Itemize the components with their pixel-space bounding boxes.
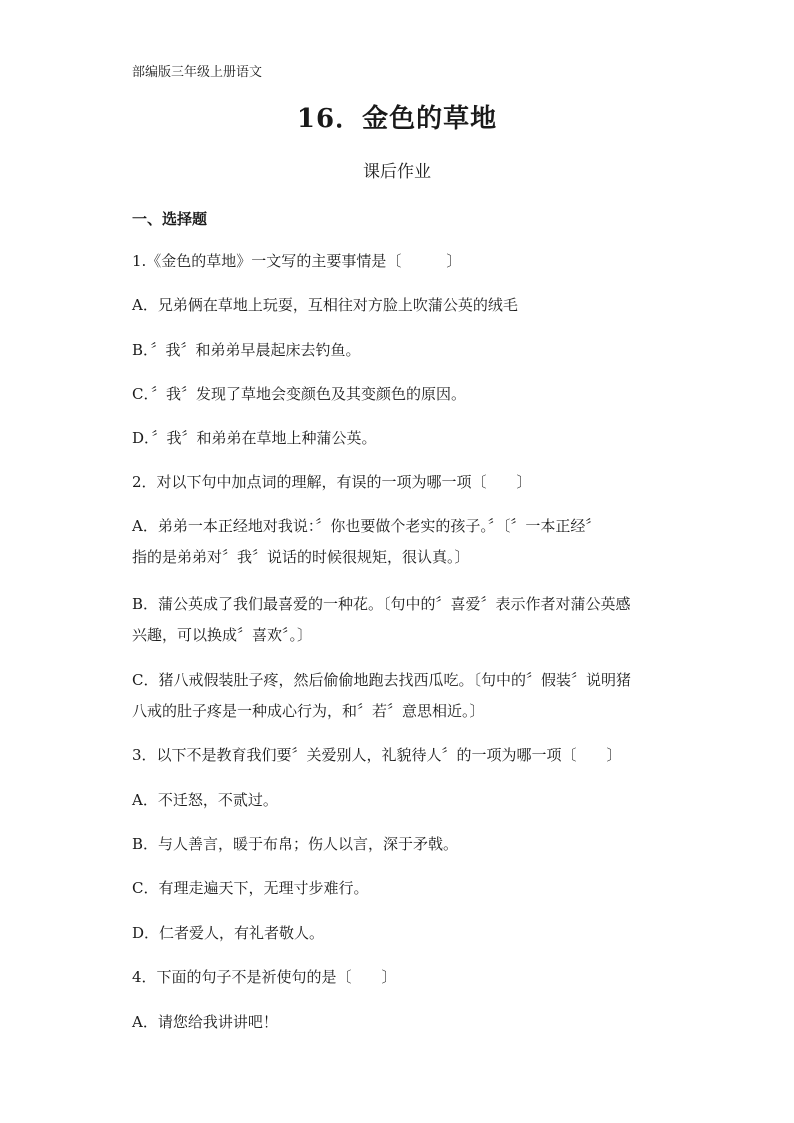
question-1-option-d: D．〞我〞和弟弟在草地上种蒲公英。	[132, 429, 377, 447]
question-3-stem: 3．以下不是教育我们要〞关爱别人，礼貌待人〞的一项为哪一项〔 〕	[132, 746, 622, 764]
question-2-option-a: A．弟弟一本正经地对我说：〞你也要做个老实的孩子。〞〔〞一本正经〞	[132, 517, 601, 535]
question-3-option-b: B．与人善言，暖于布帛；伤人以言，深于矛戟。	[132, 835, 459, 853]
question-2-option-c-cont: 八戒的肚子疼是一种成心行为，和〞若〞意思相近。〕	[132, 702, 485, 720]
edition-header: 部编版三年级上册语文	[132, 65, 263, 80]
question-1-option-b: B．〞我〞和弟弟早晨起床去钓鱼。	[132, 341, 361, 359]
question-3-option-c: C．有理走遍天下，无理寸步难行。	[132, 879, 369, 897]
question-1-stem: 1.《金色的草地》一文写的主要事情是〔 〕	[132, 252, 462, 270]
question-3-option-a: A．不迁怒，不贰过。	[132, 791, 278, 809]
question-2-option-b-cont: 兴趣，可以换成〞喜欢〞。〕	[132, 626, 313, 644]
page-title: 16．金色的草地	[296, 104, 498, 134]
question-2-option-c: C．猪八戒假装肚子疼，然后偷偷地跑去找西瓜吃。〔句中的〞假装〞说明猪	[132, 671, 631, 689]
question-4-option-a: A．请您给我讲讲吧！	[132, 1013, 278, 1031]
question-2-option-b: B．蒲公英成了我们最喜爱的一种花。〔句中的〞喜爱〞表示作者对蒲公英感	[132, 595, 631, 613]
question-3-option-d: D．仁者爱人，有礼者敬人。	[132, 924, 325, 942]
page-subtitle: 课后作业	[363, 162, 431, 182]
section-heading: 一、选择题	[132, 210, 208, 228]
question-2-option-a-cont: 指的是弟弟对〞我〞说话的时候很规矩，很认真。〕	[132, 548, 470, 566]
question-2-stem: 2．对以下句中加点词的理解，有误的一项为哪一项〔 〕	[132, 473, 532, 491]
question-4-stem: 4．下面的句子不是祈使句的是〔 〕	[132, 968, 397, 986]
question-1-option-a: A．兄弟俩在草地上玩耍，互相往对方脸上吹蒲公英的绒毛	[132, 296, 518, 314]
question-1-option-c: C．〞我〞发现了草地会变颜色及其变颜色的原因。	[132, 385, 466, 403]
